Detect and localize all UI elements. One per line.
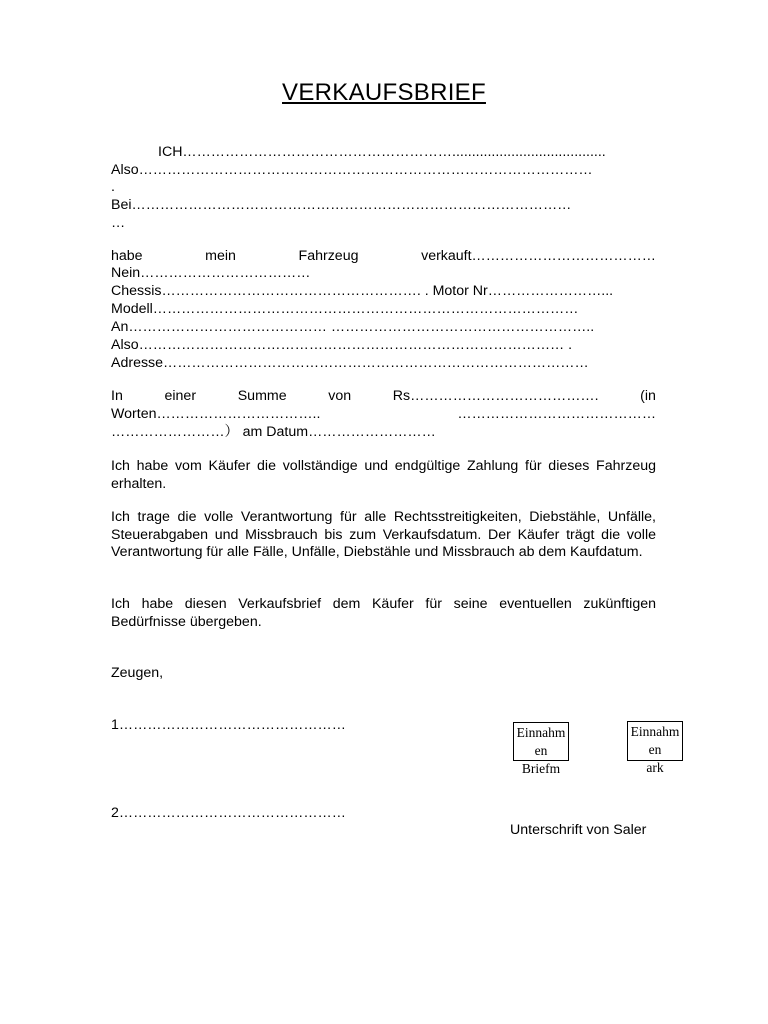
stamp-text: Einnahm [516, 725, 566, 740]
stamp-text: en [648, 742, 662, 757]
word: verkauft………………………………… [421, 248, 656, 264]
revenue-stamp-box [513, 722, 569, 776]
word: einer [164, 388, 197, 404]
word: Summe [237, 388, 287, 404]
modell-field: Modell……………………………………………………………………………… [111, 301, 579, 317]
stamp-text: en [534, 743, 548, 758]
also-field-2: Also……………………………………………………………………………… . [111, 337, 573, 353]
word: mein [205, 248, 236, 264]
an-field: An…………………………………… ……………………………………………….. [111, 319, 595, 335]
word: (in [640, 388, 656, 404]
witness-1-line: 1………………………………………… [111, 717, 346, 733]
witness-2-line: 2………………………………………… [111, 805, 346, 821]
nein-field: Nein……………………………… [111, 265, 311, 281]
ich-field: ICH…………………………………………………....................................... [158, 144, 606, 160]
responsibility-paragraph: Ich trage die volle Verantwortung für alle Rechtsstreitigkeiten, Diebstähle, Unfälle, Steuerabgaben und Missbrauch bis zum Verkaufsdatum. Der Käufer trägt die volle Verantwortung für alle Fälle, Unfälle, Diebstähle und Missbrauch ab dem Kaufdatum. [111, 509, 656, 561]
word: Worten…………………………….. [111, 406, 321, 422]
revenue-stamp-box [627, 721, 683, 775]
payment-paragraph: Ich habe vom Käufer die vollständige und endgültige Zahlung für dieses Fahrzeug erhalten. [111, 458, 656, 492]
word: Fahrzeug [298, 248, 359, 264]
sum-line [111, 388, 656, 405]
document-title: VERKAUFSBRIEF [282, 79, 486, 106]
also-field-continuation: . [111, 179, 115, 195]
handover-paragraph: Ich habe diesen Verkaufsbrief dem Käufer für seine eventuellen zukünftigen Bedürfnisse übergeben. [111, 596, 656, 630]
seller-signature-label: Unterschrift von Saler [510, 822, 647, 838]
also-field: Also…………………………………………………………………………………… [111, 162, 593, 178]
stamp-text: ark [646, 760, 664, 775]
sold-vehicle-line [111, 248, 656, 265]
date-field: ……………………） am Datum……………………… [111, 424, 436, 440]
witnesses-label: Zeugen, [111, 665, 164, 681]
word: von [328, 388, 352, 404]
adresse-field: Adresse……………………………………………………………………………… [111, 355, 589, 371]
stamp-text: Briefm [521, 761, 561, 776]
stamp-text: Einnahm [630, 724, 680, 739]
bei-field-continuation: … [111, 215, 126, 231]
word: In [111, 388, 123, 404]
word: habe [111, 248, 143, 264]
words-line [111, 406, 656, 423]
word: Rs…………………………………. [392, 388, 599, 404]
chassis-motor-field: Chessis………………………………………………. . Motor Nr……………………... [111, 283, 614, 299]
word: …………………………………… [457, 406, 656, 422]
bei-field: Bei………………………………………………………………………………… [111, 197, 572, 213]
